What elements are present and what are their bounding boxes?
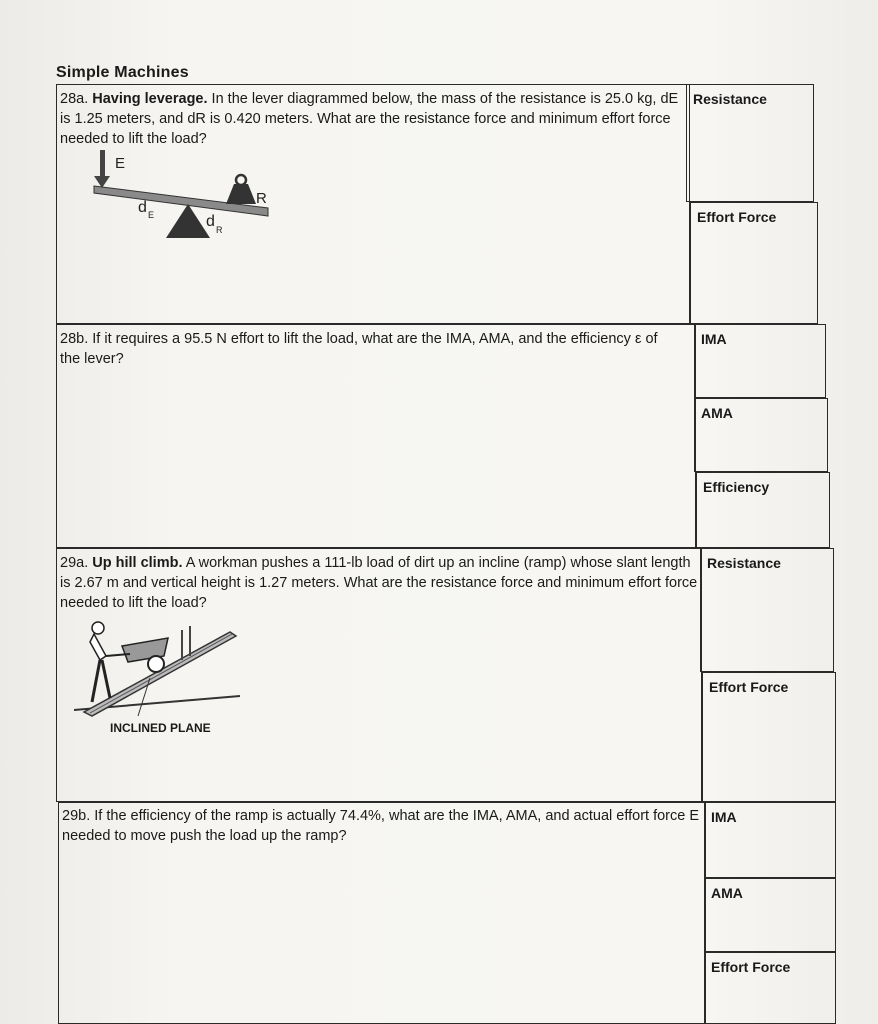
answer-label: Effort Force	[709, 679, 789, 695]
question-body: If the efficiency of the ramp is actually 74.4%, what are the IMA, AMA, and actual effort force E needed to move push the load up the ramp?	[62, 808, 700, 844]
question-28a-text	[60, 89, 680, 149]
fulcrum-icon	[166, 204, 210, 238]
answer-label: AMA	[701, 405, 733, 421]
answer-box-resistance-29a[interactable]	[700, 548, 834, 672]
answer-box-resistance-28a[interactable]	[686, 84, 814, 202]
question-number: 28a.	[60, 91, 89, 107]
de-subscript: E	[148, 210, 155, 220]
question-heading: Having leverage.	[92, 91, 208, 107]
dr-subscript: R	[216, 225, 223, 235]
answer-box-effort-force-29a[interactable]	[702, 672, 836, 802]
question-heading: Up hill climb.	[92, 555, 183, 571]
inclined-plane-caption: INCLINED PLANE	[110, 721, 211, 735]
worker-head-icon	[92, 622, 104, 634]
worker-leg-icon	[92, 660, 100, 702]
answer-box-efficiency-28b[interactable]	[696, 472, 830, 548]
question-number: 29b.	[62, 808, 91, 824]
weight-icon	[226, 184, 256, 204]
answer-label: Efficiency	[703, 479, 770, 495]
answer-label: Resistance	[707, 555, 781, 571]
answer-box-ima-28b[interactable]	[694, 324, 826, 398]
question-29b-text	[62, 806, 702, 846]
answer-box-effort-force-28a[interactable]	[690, 202, 818, 324]
question-number: 28b.	[60, 331, 89, 347]
weight-handle-icon	[236, 175, 246, 185]
page-title: Simple Machines	[56, 64, 189, 81]
worker-leg-icon	[102, 660, 110, 698]
question-body: If it requires a 95.5 N effort to lift the load, what are the IMA, AMA, and the efficiency ε of the lever?	[60, 331, 658, 367]
answer-label: Effort Force	[697, 209, 777, 225]
answer-box-effort-force-29b[interactable]	[704, 952, 836, 1024]
resistance-label: R	[256, 190, 267, 207]
question-29a-text	[60, 553, 700, 613]
answer-box-ima-29b[interactable]	[704, 802, 836, 878]
wheelbarrow-wheel-icon	[148, 656, 164, 672]
question-28b-text	[60, 329, 660, 369]
answer-label: Effort Force	[711, 959, 791, 975]
de-label: d	[138, 199, 147, 216]
answer-label: AMA	[711, 885, 743, 901]
answer-label: Resistance	[693, 91, 767, 107]
lever-diagram	[88, 146, 288, 246]
question-number: 29a.	[60, 555, 89, 571]
effort-label: E	[115, 155, 126, 172]
question-body: A workman pushes a 111-lb load of dirt up an incline (ramp) whose slant length is 2.67 m and vertical height is 1.27 meters. What are the resistance force and minimum effort force needed to lift the load?	[60, 555, 698, 611]
worker-body-icon	[90, 634, 106, 660]
answer-box-ama-28b[interactable]	[694, 398, 828, 472]
answer-label: IMA	[711, 809, 737, 825]
inclined-plane-illustration	[70, 612, 250, 720]
answer-label: IMA	[701, 331, 727, 347]
question-body: In the lever diagrammed below, the mass of the resistance is 25.0 kg, dE is 1.25 meters, and dR is 0.420 meters. What are the resistance force and minimum effort force needed to lift the load?	[60, 91, 679, 147]
answer-box-ama-29b[interactable]	[704, 878, 836, 952]
effort-arrow-shaft	[100, 150, 105, 180]
dr-label: d	[206, 213, 215, 230]
